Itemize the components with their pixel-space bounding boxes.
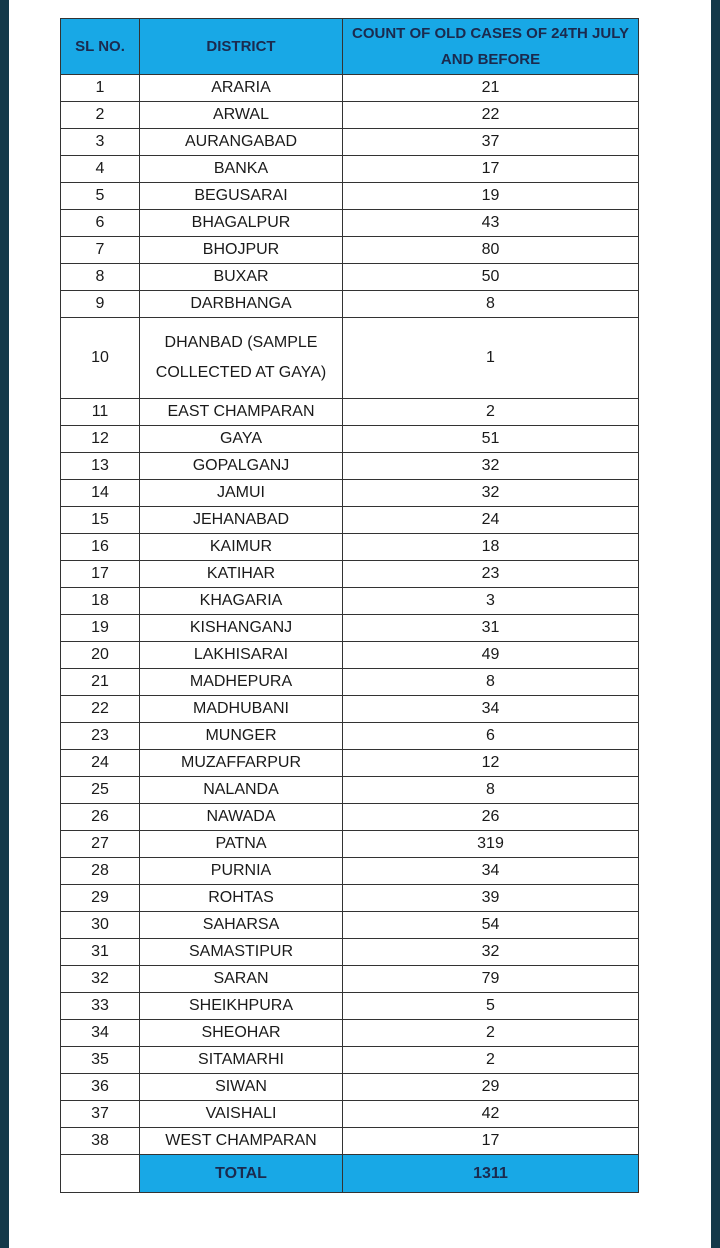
cell-sl-no: 34: [61, 1020, 140, 1047]
header-district: DISTRICT: [140, 19, 343, 75]
table-row: [61, 129, 639, 156]
cell-count: 31: [343, 615, 639, 642]
table-row: [61, 426, 639, 453]
cell-count: 49: [343, 642, 639, 669]
table-row: [61, 453, 639, 480]
table-row: [61, 912, 639, 939]
cell-count: 39: [343, 885, 639, 912]
cell-count: 2: [343, 1047, 639, 1074]
cell-district: MADHEPURA: [140, 669, 343, 696]
cell-sl-no: 21: [61, 669, 140, 696]
cell-count: 54: [343, 912, 639, 939]
cell-count: 6: [343, 723, 639, 750]
cell-district: ROHTAS: [140, 885, 343, 912]
cell-count: 17: [343, 1128, 639, 1155]
cell-count: 42: [343, 1101, 639, 1128]
cell-district: EAST CHAMPARAN: [140, 399, 343, 426]
table-row: [61, 615, 639, 642]
table-row: [61, 723, 639, 750]
table-row: [61, 1101, 639, 1128]
cell-district: SARAN: [140, 966, 343, 993]
cell-sl-no: 23: [61, 723, 140, 750]
cell-district: DARBHANGA: [140, 291, 343, 318]
cell-count: 24: [343, 507, 639, 534]
cell-district: PURNIA: [140, 858, 343, 885]
cell-sl-no: 18: [61, 588, 140, 615]
table-row: [61, 804, 639, 831]
cell-count: 8: [343, 669, 639, 696]
table-row: [61, 237, 639, 264]
cell-district: BHOJPUR: [140, 237, 343, 264]
cell-sl-no: 13: [61, 453, 140, 480]
cell-count: 34: [343, 696, 639, 723]
cell-sl-no: 6: [61, 210, 140, 237]
cell-sl-no: 36: [61, 1074, 140, 1101]
table-row: [61, 210, 639, 237]
table-row: [61, 777, 639, 804]
cell-sl-no: 32: [61, 966, 140, 993]
table-row: [61, 561, 639, 588]
table-row: [61, 318, 639, 399]
table-body: [61, 75, 639, 1155]
cell-sl-no: 25: [61, 777, 140, 804]
table-row: [61, 183, 639, 210]
cell-sl-no: 9: [61, 291, 140, 318]
table-row: [61, 1074, 639, 1101]
cell-district: KATIHAR: [140, 561, 343, 588]
cell-sl-no: 15: [61, 507, 140, 534]
cell-district: BUXAR: [140, 264, 343, 291]
table-row: [61, 1047, 639, 1074]
cell-count: 50: [343, 264, 639, 291]
table-row: [61, 588, 639, 615]
cell-sl-no: 27: [61, 831, 140, 858]
cell-district: SHEOHAR: [140, 1020, 343, 1047]
cell-count: 1: [343, 318, 639, 399]
cell-count: 32: [343, 939, 639, 966]
cell-count: 8: [343, 291, 639, 318]
cell-district: NAWADA: [140, 804, 343, 831]
table-row: [61, 156, 639, 183]
cell-sl-no: 11: [61, 399, 140, 426]
cell-count: 26: [343, 804, 639, 831]
cell-district: ARARIA: [140, 75, 343, 102]
cell-count: 5: [343, 993, 639, 1020]
cell-sl-no: 3: [61, 129, 140, 156]
cell-district: SITAMARHI: [140, 1047, 343, 1074]
cell-sl-no: 31: [61, 939, 140, 966]
cell-count: 12: [343, 750, 639, 777]
cell-sl-no: 28: [61, 858, 140, 885]
cell-sl-no: 35: [61, 1047, 140, 1074]
cell-sl-no: 7: [61, 237, 140, 264]
cell-count: 43: [343, 210, 639, 237]
cell-count: 22: [343, 102, 639, 129]
cell-sl-no: 24: [61, 750, 140, 777]
table-row: [61, 480, 639, 507]
table-row: [61, 1128, 639, 1155]
header-row: [61, 19, 639, 75]
cell-sl-no: 8: [61, 264, 140, 291]
cell-sl-no: 22: [61, 696, 140, 723]
table-row: [61, 291, 639, 318]
cell-district: MUZAFFARPUR: [140, 750, 343, 777]
cell-district: JEHANABAD: [140, 507, 343, 534]
table-row: [61, 669, 639, 696]
table-row: [61, 75, 639, 102]
table-row: [61, 993, 639, 1020]
cell-sl-no: 26: [61, 804, 140, 831]
cell-district: JAMUI: [140, 480, 343, 507]
cell-count: 23: [343, 561, 639, 588]
cell-sl-no: 30: [61, 912, 140, 939]
cell-district: NALANDA: [140, 777, 343, 804]
cell-district: SAHARSA: [140, 912, 343, 939]
cell-district: GAYA: [140, 426, 343, 453]
cell-district: SIWAN: [140, 1074, 343, 1101]
cell-district: BANKA: [140, 156, 343, 183]
cell-sl-no: 19: [61, 615, 140, 642]
cell-sl-no: 1: [61, 75, 140, 102]
cell-district: MUNGER: [140, 723, 343, 750]
table-row: [61, 831, 639, 858]
cell-sl-no: 33: [61, 993, 140, 1020]
cell-count: 2: [343, 399, 639, 426]
cell-count: 21: [343, 75, 639, 102]
cell-sl-no: 37: [61, 1101, 140, 1128]
total-blank-cell: [61, 1155, 140, 1193]
cell-district: GOPALGANJ: [140, 453, 343, 480]
cell-count: 19: [343, 183, 639, 210]
cell-district: DHANBAD (SAMPLE COLLECTED AT GAYA): [140, 318, 343, 399]
cell-district: BHAGALPUR: [140, 210, 343, 237]
cell-sl-no: 20: [61, 642, 140, 669]
cell-count: 3: [343, 588, 639, 615]
header-count: COUNT OF OLD CASES OF 24TH JULY AND BEFORE: [343, 19, 639, 75]
cell-district: SAMASTIPUR: [140, 939, 343, 966]
cell-count: 17: [343, 156, 639, 183]
cell-district: LAKHISARAI: [140, 642, 343, 669]
table-row: [61, 939, 639, 966]
cell-district: KHAGARIA: [140, 588, 343, 615]
cell-count: 29: [343, 1074, 639, 1101]
cell-count: 32: [343, 453, 639, 480]
total-row: [61, 1155, 639, 1193]
cell-district: PATNA: [140, 831, 343, 858]
cell-sl-no: 29: [61, 885, 140, 912]
cell-sl-no: 16: [61, 534, 140, 561]
right-frame-edge: [711, 0, 720, 1248]
cell-count: 51: [343, 426, 639, 453]
cell-sl-no: 38: [61, 1128, 140, 1155]
table-row: [61, 1020, 639, 1047]
table-row: [61, 966, 639, 993]
cell-count: 8: [343, 777, 639, 804]
cell-count: 34: [343, 858, 639, 885]
cell-district: MADHUBANI: [140, 696, 343, 723]
left-frame-edge: [0, 0, 9, 1248]
cell-count: 319: [343, 831, 639, 858]
cell-district: BEGUSARAI: [140, 183, 343, 210]
cell-district: WEST CHAMPARAN: [140, 1128, 343, 1155]
cell-count: 2: [343, 1020, 639, 1047]
cell-count: 79: [343, 966, 639, 993]
cell-sl-no: 10: [61, 318, 140, 399]
table-row: [61, 858, 639, 885]
table-row: [61, 750, 639, 777]
table-row: [61, 642, 639, 669]
total-value: 1311: [343, 1155, 639, 1193]
cell-sl-no: 14: [61, 480, 140, 507]
cell-district: SHEIKHPURA: [140, 993, 343, 1020]
covid-cases-table: [60, 18, 639, 1193]
table-row: [61, 696, 639, 723]
table-row: [61, 885, 639, 912]
table-row: [61, 534, 639, 561]
cell-sl-no: 5: [61, 183, 140, 210]
cell-district: KISHANGANJ: [140, 615, 343, 642]
cell-count: 80: [343, 237, 639, 264]
cell-district: VAISHALI: [140, 1101, 343, 1128]
cell-count: 18: [343, 534, 639, 561]
cell-district: ARWAL: [140, 102, 343, 129]
cell-district: KAIMUR: [140, 534, 343, 561]
cell-sl-no: 12: [61, 426, 140, 453]
cell-district: AURANGABAD: [140, 129, 343, 156]
total-label: TOTAL: [140, 1155, 343, 1193]
table-row: [61, 399, 639, 426]
table-row: [61, 102, 639, 129]
cell-sl-no: 17: [61, 561, 140, 588]
table-row: [61, 507, 639, 534]
header-sl-no: SL NO.: [61, 19, 140, 75]
cell-sl-no: 4: [61, 156, 140, 183]
cell-count: 32: [343, 480, 639, 507]
table-row: [61, 264, 639, 291]
document-sheet: [9, 0, 711, 1248]
cell-sl-no: 2: [61, 102, 140, 129]
cell-count: 37: [343, 129, 639, 156]
